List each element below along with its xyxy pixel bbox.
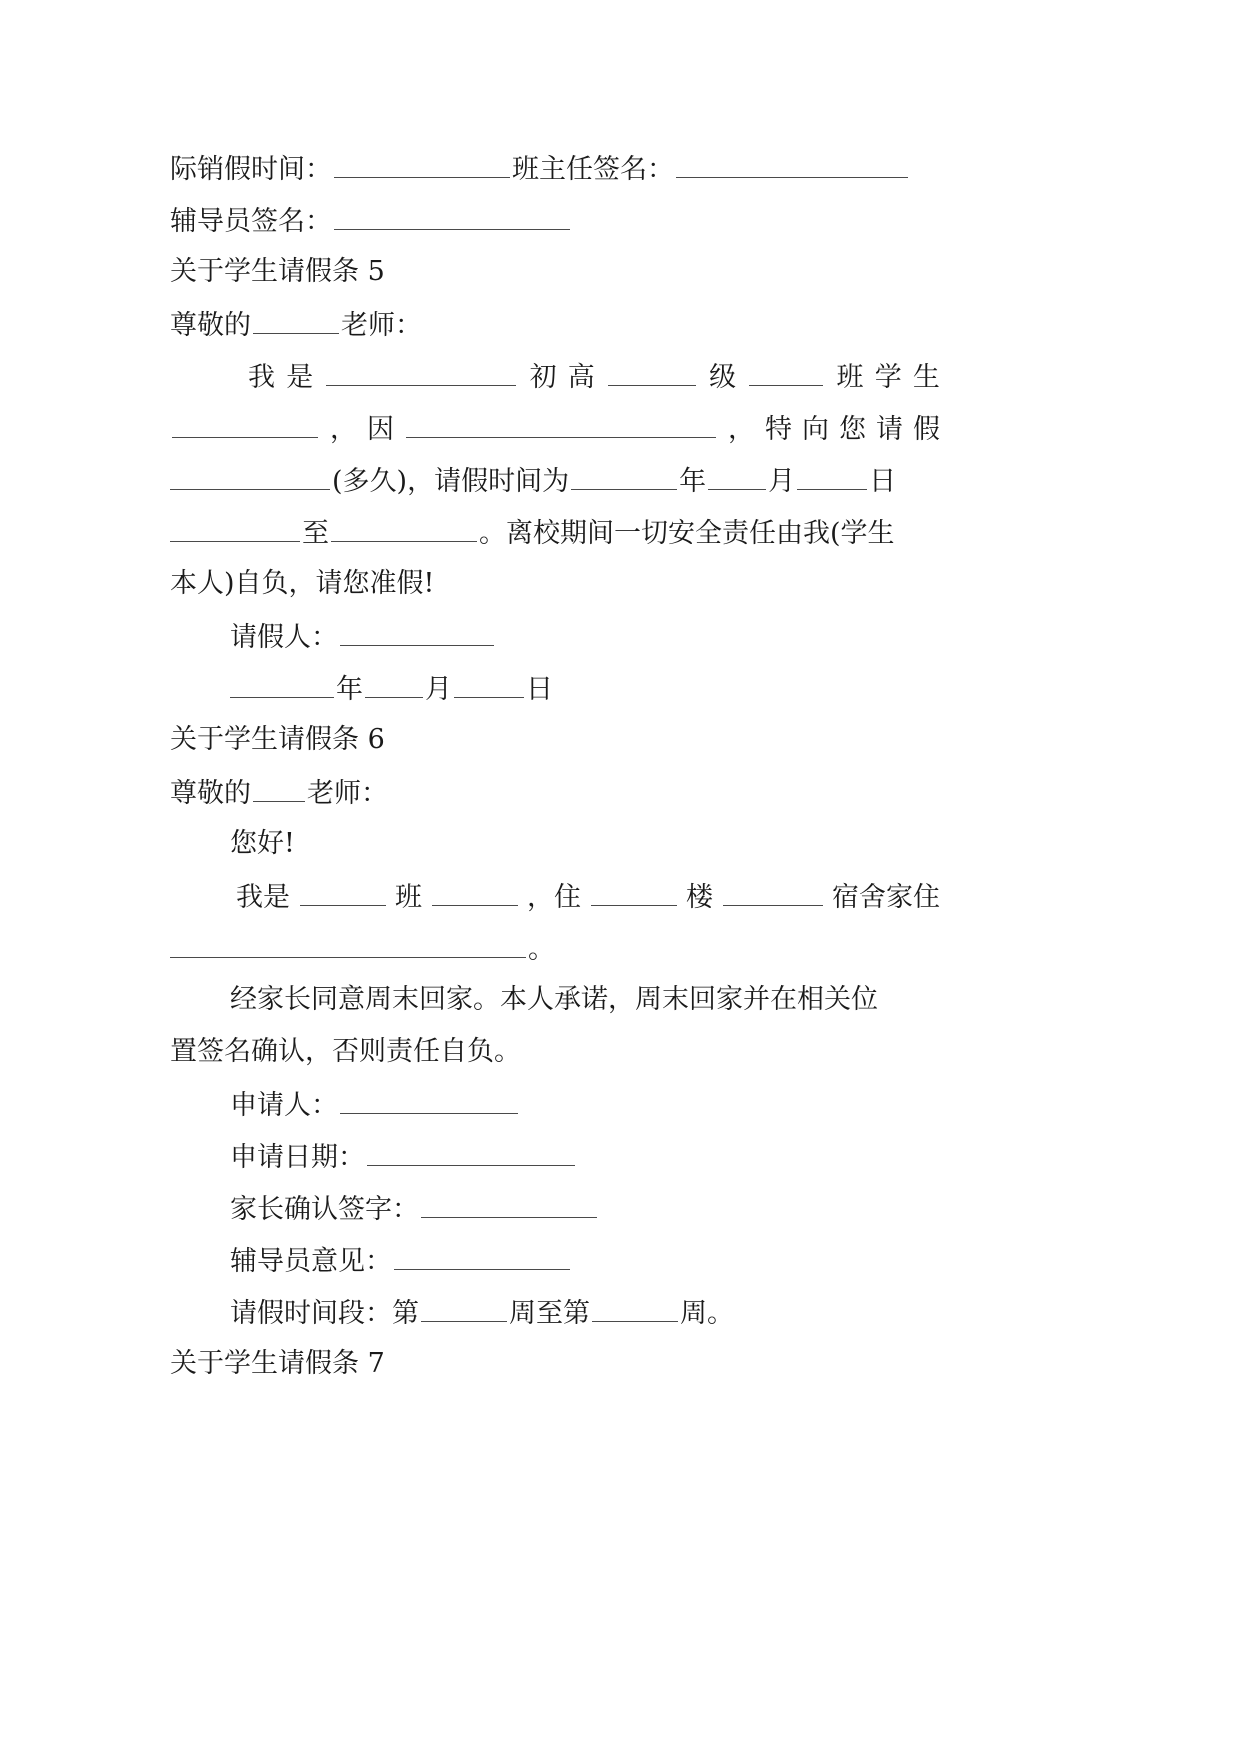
text: 班 (395, 882, 422, 913)
greeting-5-prefix: 尊敬的 (170, 310, 251, 341)
hello-line: 您好! (230, 828, 295, 859)
paragraph-5-line-3 (170, 462, 940, 500)
applicant-line-6 (230, 1086, 1000, 1124)
start-time-blank[interactable] (170, 514, 300, 542)
grade-blank[interactable] (608, 358, 696, 386)
text: 年 (679, 466, 707, 497)
text: ， (330, 414, 357, 445)
text: 学 (874, 362, 902, 393)
text: 月 (425, 674, 452, 705)
cancel-leave-time-label: 际销假时间： (170, 154, 332, 185)
text: 楼 (686, 882, 713, 913)
greeting-6-suffix: 老师： (307, 778, 388, 809)
sign-month-blank[interactable] (365, 670, 423, 698)
text: 您 (839, 414, 866, 445)
paragraph-6-line-4: 置签名确认，否则责任自负。 (170, 1036, 521, 1067)
applicant-label: 请假人： (230, 622, 338, 653)
text: 周至第 (509, 1298, 590, 1329)
text: 高 (567, 362, 595, 393)
name-blank[interactable] (326, 358, 516, 386)
text: 。离校期间一切安全责任由我(学生 (479, 518, 895, 549)
end-time-blank[interactable] (331, 514, 477, 542)
class-blank[interactable] (749, 358, 823, 386)
text: 至 (302, 518, 329, 549)
dorm-blank[interactable] (723, 878, 823, 906)
parent-sign-line (230, 1190, 1000, 1228)
teacher-name-blank-6[interactable] (253, 774, 305, 802)
end-week-blank[interactable] (592, 1294, 678, 1322)
counselor-sign-label: 辅导员签名： (170, 206, 332, 237)
leave-period-line (230, 1294, 1000, 1332)
greeting-6 (170, 774, 940, 812)
greeting-6-prefix: 尊敬的 (170, 778, 251, 809)
text: 请 (876, 414, 903, 445)
sign-year-blank[interactable] (230, 670, 334, 698)
student-blank[interactable] (172, 410, 318, 438)
counselor-sign-line (170, 202, 940, 240)
text: 日 (526, 674, 553, 705)
text: ， (728, 414, 755, 445)
applicant-blank[interactable] (340, 618, 494, 646)
apply-date-blank[interactable] (367, 1138, 575, 1166)
reason-blank[interactable] (406, 410, 716, 438)
day-blank[interactable] (797, 462, 867, 490)
month-blank[interactable] (708, 462, 766, 490)
text: 向 (802, 414, 829, 445)
text: 生 (912, 362, 940, 393)
building-blank[interactable] (591, 878, 677, 906)
section-heading-5: 关于学生请假条 5 (170, 256, 385, 287)
text: 日 (869, 466, 897, 497)
text: 月 (768, 466, 796, 497)
greeting-5-suffix: 老师： (341, 310, 422, 341)
start-week-blank[interactable] (421, 1294, 507, 1322)
paragraph-5-line-4 (170, 514, 940, 552)
applicant-label: 申请人： (230, 1090, 338, 1121)
head-teacher-sign-label: 班主任签名： (512, 154, 674, 185)
duration-blank[interactable] (170, 462, 330, 490)
apply-date-line (230, 1138, 1000, 1176)
cancel-leave-line (170, 150, 940, 188)
text: (多久)，请假时间为 (332, 466, 570, 497)
text: 我是 (236, 882, 290, 913)
text: 因 (367, 414, 394, 445)
paragraph-5-line-2 (170, 410, 940, 448)
paragraph-6-line-2 (170, 930, 940, 968)
head-teacher-sign-blank[interactable] (676, 150, 908, 178)
text: 特 (765, 414, 792, 445)
apply-date-label: 申请日期： (230, 1142, 365, 1173)
year-blank[interactable] (571, 462, 677, 490)
paragraph-5-line-1 (248, 358, 940, 396)
text: 初 (529, 362, 557, 393)
sign-date-line-5 (230, 670, 1000, 708)
greeting-5 (170, 306, 940, 344)
text: 周。 (680, 1298, 734, 1329)
text: 班 (836, 362, 864, 393)
section-heading-6: 关于学生请假条 6 (170, 724, 385, 755)
sign-day-blank[interactable] (454, 670, 524, 698)
counselor-opinion-blank[interactable] (394, 1242, 570, 1270)
applicant-line-5 (230, 618, 1000, 656)
counselor-opinion-label: 辅导员意见： (230, 1246, 392, 1277)
text: ，住 (527, 882, 581, 913)
cancel-leave-time-blank[interactable] (334, 150, 510, 178)
teacher-name-blank-5[interactable] (253, 306, 339, 334)
class-blank-6[interactable] (300, 878, 386, 906)
text: 我 (248, 362, 275, 393)
name-blank-6[interactable] (432, 878, 518, 906)
text: 级 (709, 362, 737, 393)
parent-sign-label: 家长确认签字： (230, 1194, 419, 1225)
paragraph-5-line-5: 本人)自负，请您准假! (170, 568, 435, 599)
text: 。 (528, 934, 555, 965)
text: 是 (286, 362, 314, 393)
counselor-sign-blank[interactable] (334, 202, 570, 230)
text: 请假时间段：第 (230, 1298, 419, 1329)
paragraph-6-line-3: 经家长同意周末回家。本人承诺，周末回家并在相关位 (230, 984, 878, 1015)
text: 宿舍家住 (832, 882, 940, 913)
applicant-blank[interactable] (340, 1086, 518, 1114)
section-heading-7: 关于学生请假条 7 (170, 1348, 385, 1379)
text: 假 (913, 414, 940, 445)
counselor-opinion-line (230, 1242, 1000, 1280)
text: 年 (336, 674, 363, 705)
parent-sign-blank[interactable] (421, 1190, 597, 1218)
home-address-blank[interactable] (170, 930, 526, 958)
paragraph-6-line-1 (236, 878, 940, 916)
